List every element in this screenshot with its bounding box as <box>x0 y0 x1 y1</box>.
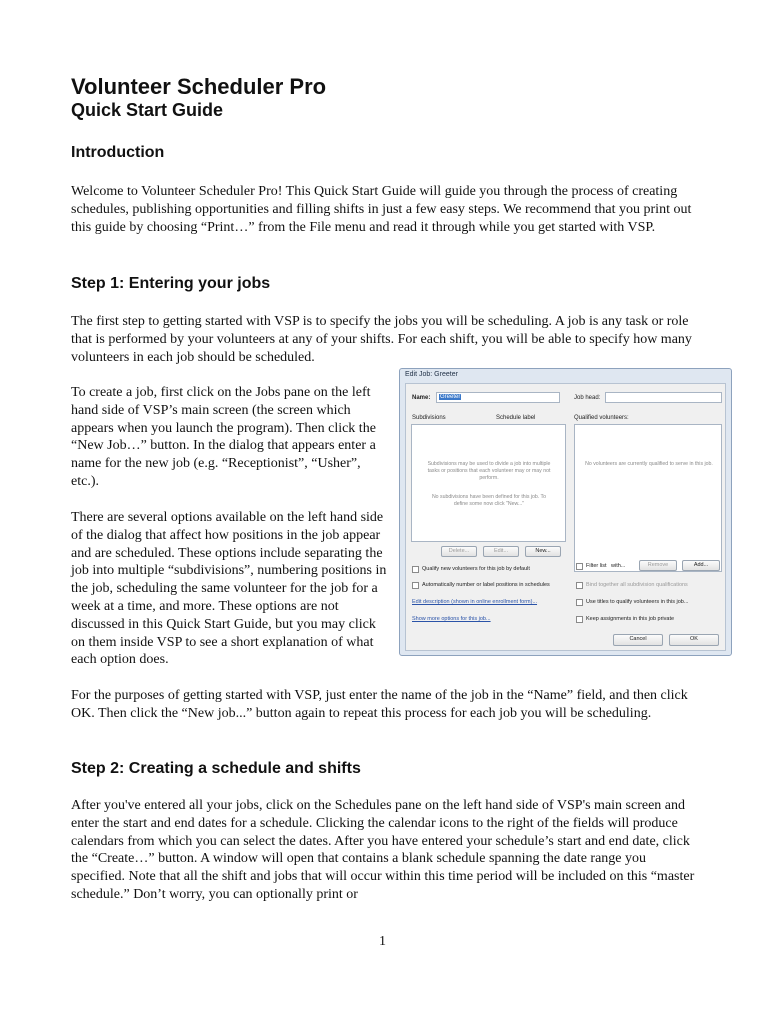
cancel-button[interactable]: Cancel <box>613 634 663 646</box>
qualified-hint: No volunteers are currently qualified to serve in this job. <box>585 461 713 467</box>
step2-paragraph-1: After you've entered all your jobs, click on the Schedules pane on the left hand side of VSP's main screen and enter the start and end dates for a schedule. Clicking the calendar icons to the right of the fields will produce calendars from which you can select the dates. After you have entered your schedule’s start and end date, click the “Create…” button. A window will open that contains a blank schedule spanning the date range you specified. Note that all the shift and jobs that will occur within this time period will be included on this “master schedule.” Don’t worry, you can optionally print or <box>71 798 695 902</box>
add-volunteer-button[interactable]: Add... <box>682 560 720 571</box>
schedule-label-header: Schedule label <box>496 415 536 421</box>
name-field[interactable] <box>436 392 560 403</box>
keep-private-label: Keep assignments in this job private <box>586 616 675 622</box>
dialog-title: Edit Job: Greeter <box>405 371 458 378</box>
step2-heading: Step 2: Creating a schedule and shifts <box>71 760 361 777</box>
introduction-paragraph: Welcome to Volunteer Scheduler Pro! This Quick Start Guide will guide you through the process of creating schedules, publishing opportunities and filling shifts in just a few easy steps. We recommend that you print out this guide by choosing “Print…” from the File menu and read it through while you get started with VSP. <box>71 184 692 235</box>
edit-job-dialog-screenshot <box>399 368 732 656</box>
document-subtitle: Quick Start Guide <box>71 100 224 120</box>
subdivisions-label: Subdivisions <box>412 415 446 421</box>
subdivisions-hint: Subdivisions may be used to divide a job into multiple tasks or positions that each volunteer may or may not perform. <box>427 461 551 481</box>
bind-qualifications-checkbox[interactable] <box>576 582 583 589</box>
remove-volunteer-button[interactable]: Remove <box>639 560 677 571</box>
delete-subdivision-button[interactable]: Delete... <box>441 546 477 557</box>
subdivisions-list[interactable] <box>411 424 566 542</box>
step1-paragraph-1: The first step to getting started with VSP is to specify the jobs you will be scheduling. A job is any task or role that is performed by your volunteers at any of your shifts. For each shift, you will be able to specify how many volunteers in each job should be scheduled. <box>71 314 692 365</box>
step1-paragraph-3: There are several options available on the left hand side of the dialog that affect how positions in the job appear and are scheduled. These options include separating the job into multiple “subdivisions”, numbering positions in the job, scheduling the same volunteer for the job for a week at a time, and more. These options are not discussed in this Quick Start Guide, but you may click on them inside VSP to see a short explanation of what each option does. <box>71 510 387 668</box>
show-more-options-link[interactable]: Show more options for this job... <box>412 616 491 622</box>
edit-subdivision-button[interactable]: Edit... <box>483 546 519 557</box>
auto-number-checkbox[interactable] <box>412 582 419 589</box>
qualified-volunteers-label: Qualified volunteers: <box>574 415 629 421</box>
qualify-default-label: Qualify new volunteers for this job by default <box>422 566 530 572</box>
document-title: Volunteer Scheduler Pro <box>71 74 327 99</box>
bind-qualifications-label: Bind together all subdivision qualifications <box>586 582 688 588</box>
use-titles-label: Use titles to qualify volunteers in this job... <box>586 599 689 605</box>
edit-description-link[interactable]: Edit description (shown in online enrollment form)... <box>412 599 538 605</box>
filter-list-checkbox[interactable] <box>576 563 583 570</box>
job-head-field[interactable] <box>605 392 722 403</box>
step1-paragraph-4: For the purposes of getting started with VSP, just enter the name of the job in the “Name” field, and then click OK. Then click the “New job...” button again to repeat this process for each job you will be scheduling. <box>71 688 688 721</box>
filter-list-label: Filter list <box>586 563 607 569</box>
keep-private-checkbox[interactable] <box>576 616 583 623</box>
filter-with-label: with... <box>611 563 626 569</box>
ok-button[interactable]: OK <box>669 634 719 646</box>
new-subdivision-button[interactable]: New... <box>525 546 561 557</box>
name-label: Name: <box>412 395 431 401</box>
qualified-volunteers-list[interactable] <box>574 424 722 572</box>
page-number: 1 <box>379 934 386 949</box>
qualify-default-checkbox[interactable] <box>412 566 419 573</box>
step1-heading: Step 1: Entering your jobs <box>71 275 271 292</box>
dialog-body <box>405 383 726 651</box>
introduction-heading: Introduction <box>71 144 165 161</box>
no-subdivisions-hint: No subdivisions have been defined for this job. To define some now click "New..." <box>431 494 547 507</box>
use-titles-checkbox[interactable] <box>576 599 583 606</box>
auto-number-label: Automatically number or label positions in schedules <box>422 582 550 588</box>
name-value: Greeter <box>440 394 461 400</box>
job-head-label: Job head: <box>574 395 601 401</box>
step1-paragraph-2: To create a job, first click on the Jobs pane on the left hand side of VSP’s main screen (the screen which appears when you launch the program). Then click the “New Job…” button. In the dialog that appears enter a name for the new job (e.g. “Receptionist”, “Usher”, etc.). <box>71 385 376 489</box>
